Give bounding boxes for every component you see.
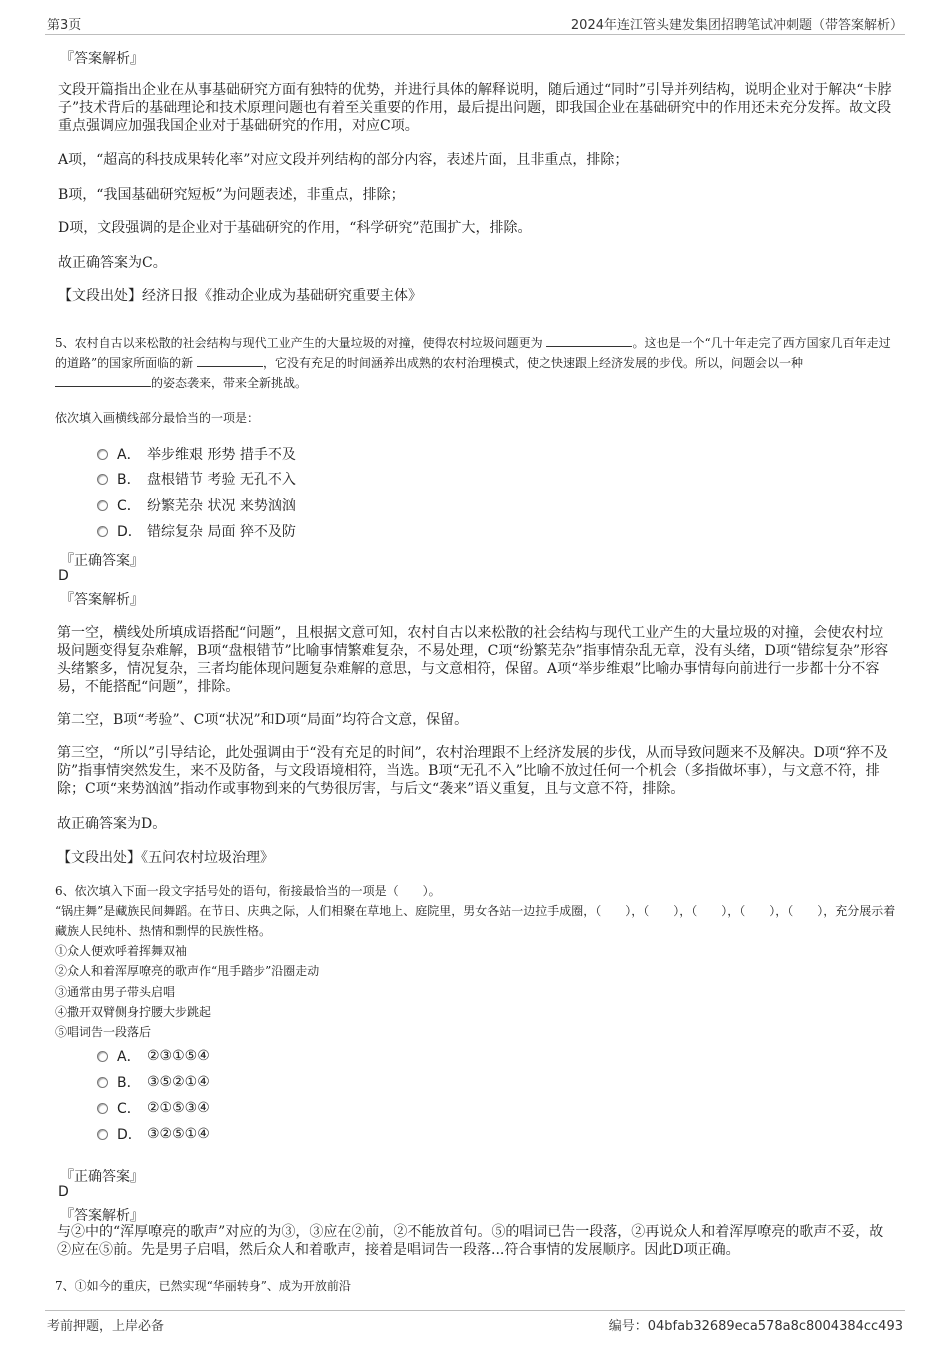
radio-icon[interactable] [97,526,108,537]
radio-icon[interactable] [97,474,108,485]
q4-analysis-para-3: B项，“我国基础研究短板”为问题表述，非重点，排除； [58,187,405,203]
q6-option-c[interactable]: C． ②①⑤③④ [97,1098,210,1118]
footer-slogan: 考前押题，上岸必备 [47,1319,165,1334]
q5-stem: 5、农村自古以来松散的社会结构与现代工业产生的大量垃圾的对撞，使得农村垃圾问题更为 。这也是一个“几十年走完了西方国家几百年走过的道路”的国家所面临的新 ，它没有充足的时间涵养出成熟的农村治理模式，使之快速跟上经济发展的步伐。所以，问题会以一种 的姿态袭来，带来全新挑战。 [55,336,891,390]
q5-answer: D [58,568,69,584]
q5-instruction: 依次填入画横线部分最恰当的一项是： [55,411,260,425]
q4-analysis-para-4: D项，文段强调的是企业对于基础研究的作用，“科学研究”范围扩大，排除。 [58,220,532,236]
q6-item-5: ⑤唱词告一段落后 [55,1025,152,1039]
q6-analysis: 与②中的“浑厚嘹亮的歌声”对应的为③，③应在②前，②不能放首句。⑤的唱词已告一段落，②再说众人和着浑厚嘹亮的歌声不妥，故②应在⑤前。先是男子启唱，然后众人和着歌声，接着是唱词告一段落...符合事情的发展顺序。因此D项正确。 [57,1224,884,1258]
radio-icon[interactable] [97,1129,108,1140]
q4-conclusion: 故正确答案为C。 [58,255,167,271]
q6-item-1: ①众人便欢呼着挥舞双袖 [55,944,188,958]
radio-icon[interactable] [97,449,108,460]
q6-answer: D [58,1184,69,1200]
q4-analysis-para-2: A项，“超高的科技成果转化率”对应文段并列结构的部分内容，表述片面，且非重点，排除； [58,152,629,168]
q7-stem: 7、①如今的重庆，已然实现“华丽转身”、成为开放前沿 [55,1279,351,1293]
radio-icon[interactable] [97,1051,108,1062]
q6-passage: “锅庄舞”是藏族民间舞蹈。在节日、庆典之际，人们相聚在草地上、庭院里，男女各站一边拉手成圈，（ ），（ ），（ ），（ ），（ ），充分展示着藏族人民纯朴、热情和剽悍的民族性格。 [55,904,896,938]
radio-icon[interactable] [97,1103,108,1114]
q6-option-a[interactable]: A． ②③①⑤④ [97,1046,210,1066]
page-number: 第3页 [47,18,82,33]
q5-option-c[interactable]: C． 纷繁芜杂 状况 来势汹汹 [97,495,296,515]
q5-blank-2 [197,354,263,367]
q5-analysis-para-2: 第二空，B项“考验”、C项“状况”和D项“局面”均符合文意，保留。 [57,712,469,728]
q5-option-a[interactable]: A． 举步维艰 形势 措手不及 [97,444,296,464]
q6-item-4: ④撒开双臂侧身拧腰大步跳起 [55,1005,212,1019]
q5-analysis-label: 『答案解析』 [60,592,144,608]
footer-serial: 编号：04bfab32689eca578a8c8004384cc493 [608,1319,903,1334]
q5-correct-label: 『正确答案』 [60,553,144,569]
q6-option-b[interactable]: B． ③⑤②①④ [97,1072,210,1092]
q5-analysis-para-3: 第三空，“所以”引导结论，此处强调由于“没有充足的时间”，农村治理跟不上经济发展的步伐，从而导致问题来不及解决。D项“猝不及防”指事情突然发生，来不及防备，与文段语境相符，当选。B项“无孔不入”比喻不放过任何一个机会（多指做坏事），与文意不符，排除；C项“来势汹汹”指动作或事物到来的气势很厉害，与后文“袭来”语义重复，且与文意不符，排除。 [57,745,889,797]
q5-source: 【文段出处】《五问农村垃圾治理》 [57,850,274,866]
q4-analysis-label: 『答案解析』 [60,51,144,67]
q4-analysis-para-1: 文段开篇指出企业在从事基础研究方面有独特的优势，并进行具体的解释说明，随后通过“同时”引导并列结构，说明企业对于解决“卡脖子”技术背后的基础理论和技术原理问题也有着至关重要的作用，最后提出问题，即我国企业在基础研究中的作用还未充分发挥。故文段重点强调应加强我国企业对于基础研究的作用，对应C项。 [58,82,892,134]
page-footer [45,1310,905,1333]
q6-analysis-label: 『答案解析』 [60,1208,144,1224]
q5-blank-1 [546,334,632,347]
q6-item-3: ③通常由男子带头启唱 [55,985,176,999]
page-header [45,14,905,35]
q5-analysis-para-1: 第一空，横线处所填成语搭配“问题”，且根据文意可知，农村自古以来松散的社会结构与现代工业产生的大量垃圾的对撞，会使农村垃圾问题变得复杂难解，B项“盘根错节”比喻事情繁难复杂，不易处理，C项“纷繁芜杂”指事情杂乱无章，没有头绪，D项“错综复杂”形容头绪繁多，情况复杂，三者均能体现问题复杂难解的意思，与文意相符，保留。A项“举步维艰”比喻办事情每向前进行一步都十分不容易，不能搭配“问题”，排除。 [57,625,889,695]
q5-blank-3 [55,374,151,387]
q5-conclusion: 故正确答案为D。 [57,816,167,832]
radio-icon[interactable] [97,1077,108,1088]
document-title: 2024年连江管头建发集团招聘笔试冲刺题（带答案解析） [570,18,903,33]
q6-item-2: ②众人和着浑厚嘹亮的歌声作“甩手踏步”沿圈走动 [55,964,320,978]
q5-option-b[interactable]: B． 盘根错节 考验 无孔不入 [97,469,296,489]
q6-correct-label: 『正确答案』 [60,1169,144,1185]
q6-option-d[interactable]: D． ③②⑤①④ [97,1124,210,1144]
q5-option-d[interactable]: D． 错综复杂 局面 猝不及防 [97,521,296,541]
q6-stem: 6、依次填入下面一段文字括号处的语句，衔接最恰当的一项是（ ）。 [55,884,441,898]
radio-icon[interactable] [97,500,108,511]
q4-source: 【文段出处】经济日报《推动企业成为基础研究重要主体》 [58,288,422,304]
